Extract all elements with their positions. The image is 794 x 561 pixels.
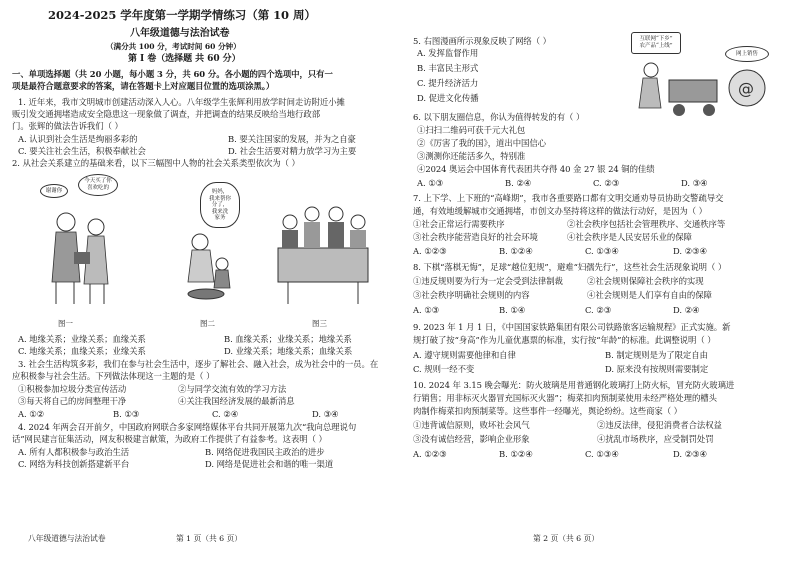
q10-item-2: ②违反法律，侵犯消费者合法权益: [597, 420, 722, 430]
q5-option-d: D. 促进文化传播: [417, 93, 479, 103]
instructions-line-2: 项是最符合题意要求的答案，请在答题卡上对应题目位置的选项涂黑。）: [12, 81, 275, 91]
q7-item-2: ②社会秩序包括社会管理秩序、交通秩序等: [567, 219, 726, 229]
q8-item-2: ②社会规则保障社会秩序的实现: [587, 276, 704, 286]
figure-2-bubble: 妈妈， 我来帮你 分了， 我来洗 家务: [200, 182, 240, 228]
footer-exam-name: 八年级道德与法治试卷: [28, 534, 106, 543]
q4-option-d: D. 网络是促进社会和谐的唯一渠道: [205, 459, 334, 469]
q7-option-d: D. ②③④: [673, 246, 707, 256]
q4-line-1: 4. 2024 年两会召开前夕，中国政府网联合多家网络媒体平台共同开展第九次“我向总理说句: [18, 422, 357, 432]
figure-1-caption: 图一: [58, 319, 73, 328]
q2-option-d: D. 业缘关系；地缘关系；血缘关系: [224, 346, 353, 356]
score-note: （满分共 100 分，考试时间 60 分钟）: [106, 42, 241, 51]
q8-item-1: ①违反规则要为行为一定会受到法律制裁: [413, 276, 563, 286]
q7-item-3: ③社会秩序能营造良好的社会环境: [413, 232, 538, 242]
q3-item-1: ①积极参加垃圾分类宣传活动: [18, 384, 127, 394]
q10-line-1: 10. 2024 年 3.15 晚会曝光：防火玻璃是用普通钢化玻璃打上防火标，冒充防火玻璃进: [413, 380, 735, 390]
page-right: [397, 0, 794, 561]
q4-option-b: B. 网络促进我国民主政治的进步: [205, 447, 325, 457]
q8-option-b: B. ①④: [499, 305, 526, 315]
figure-3-caption: 图三: [312, 319, 327, 328]
q1-option-d: D. 社会生活要对精力放学习为主要: [228, 146, 357, 156]
figure-1-illustration: [38, 172, 123, 312]
figure-2-illustration: [170, 172, 242, 312]
q2-option-a: A. 地缘关系；业缘关系；血缘关系: [18, 334, 146, 344]
q10-option-d: D. ②③④: [673, 449, 707, 459]
q6-item-2: ②《厉害了我的国》，道出中国信心: [417, 138, 547, 148]
q8-option-a: A. ①③: [413, 305, 440, 315]
q2-option-c: C. 地缘关系；血缘关系；业缘关系: [18, 346, 146, 356]
q1-line-2: 贩引发交通拥堵造成安全隐患这一现象做了调查，并把调查的结果反映给当地行政部: [12, 109, 321, 119]
q7-item-1: ①社会正常运行需要秩序: [413, 219, 505, 229]
exam-title: 2024-2025 学年度第一学期学情练习（第 10 周）: [48, 8, 316, 22]
q6-option-c: C. ②③: [593, 178, 620, 188]
instructions-line-1: 一、单项选择题（共 20 小题，每小题 3 分，共 60 分。各小题的四个选项中，只有一: [12, 69, 333, 79]
q6-item-1: ①扫扫二维码可获千元大礼包: [417, 125, 526, 135]
figure-1-bubble-gift: 今天买了你 喜欢吃的: [78, 174, 118, 196]
q7-option-c: C. ①③④: [585, 246, 619, 256]
q3-option-b: B. ①③: [113, 409, 140, 419]
q1-line-3: 门。张辉的做法告诉我们（ ）: [12, 121, 123, 131]
q10-item-3: ③没有诚信经营，影响企业形象: [413, 434, 530, 444]
q10-option-c: C. ①③④: [585, 449, 619, 459]
figure-1-bubble-thanks: 谢谢你: [40, 184, 68, 198]
q6-option-a: A. ①③: [417, 178, 444, 188]
q7-line-1: 7. 上下学、上下班的“高峰期”，我市各重要路口都有文明交通劝导员协助交警疏导交: [413, 193, 724, 203]
q4-option-a: A. 所有人都积极参与政治生活: [18, 447, 130, 457]
q9-option-a: A. 遵守规则需要他律和自律: [413, 350, 516, 360]
q8-item-4: ④社会规则是人们享有自由的保障: [587, 290, 712, 300]
q10-option-a: A. ①②③: [413, 449, 447, 459]
q3-option-d: D. ③④: [312, 409, 339, 419]
q7-item-4: ④社会秩序是人民安居乐业的保障: [567, 232, 692, 242]
q1-option-b: B. 要关注国家的发展，并为之自豪: [228, 134, 356, 144]
q6-option-d: D. ③④: [681, 178, 708, 188]
q10-item-4: ④扰乱市场秩序，应受制罚处罚: [597, 434, 714, 444]
q7-option-b: B. ①②④: [499, 246, 533, 256]
svg-text:@: @: [738, 79, 754, 98]
q5-option-b: B. 丰富民主形式: [417, 63, 479, 73]
q9-line-1: 9. 2023 年 1 月 1 日，《中国国家铁路集团有限公司铁路旅客运输规程》正式实施。新: [413, 322, 731, 332]
q8-option-c: C. ②③: [585, 305, 612, 315]
q4-line-2: 话”网民建言征集活动，网友积极建言献策，为政府工作提供了有益参考。这表明（ ）: [12, 434, 327, 444]
q3-item-3: ③每天将自己的房间整理干净: [18, 396, 127, 406]
q10-item-1: ①违背诚信原则，败坏社会风气: [413, 420, 530, 430]
q1-line-1: 1. 近年来，我市文明城市创建活动深入人心。八年级学生张辉利用放学时间走访附近小摊: [18, 97, 345, 107]
cartoon-illustration: [629, 30, 779, 126]
q6-item-4: ④2024 奥运会中国体育代表团共夺得 40 金 27 银 24 铜的佳绩: [417, 164, 655, 174]
q10-line-2: 行销售；用非标灭火器冒充国标灭火器”；梅菜扣肉预制菜使用未经严格处理的槽头: [413, 393, 717, 403]
q7-line-2: 通，有效地缓解城市交通拥堵，市创文办坚持将这样的做法行动好，是因为（ ）: [413, 206, 707, 216]
q8-line-1: 8. 下棋“落棋无悔”，足球“越位犯规”，避难“妇孺先行”，这些社会生活现象说明（ ）: [413, 262, 727, 272]
q5-option-c: C. 提升经济活力: [417, 78, 479, 88]
cartoon-bubble: 网上销售: [725, 46, 769, 62]
q3-line-2: 应积极参与社会生活。下列做法体现这一主题的是（ ）: [12, 371, 215, 381]
q5-option-a: A. 发挥监督作用: [417, 48, 479, 58]
q8-option-d: D. ②④: [673, 305, 700, 315]
q6-option-b: B. ②④: [505, 178, 532, 188]
q9-option-b: B. 制定规则是为了限定自由: [605, 350, 708, 360]
q2-line-1: 2. 从社会关系建立的基础来看，以下三幅图中人物的社会关系类型依次为（ ）: [12, 158, 300, 168]
q3-line-1: 3. 社会生活构筑多彩，我们在参与社会生活中，逐步了解社会、融入社会，成为社会中的一员。在: [18, 359, 379, 369]
q9-option-c: C. 规则一经不变: [413, 364, 475, 374]
q3-item-4: ④关注我国经济发展的最新消息: [178, 396, 295, 406]
q9-option-d: D. 原来没有按规则需要制定: [605, 364, 709, 374]
q10-line-3: 肉制作梅菜扣肉预制菜等。这些事件一经曝光，舆论纷纷。这些商家（ ）: [413, 406, 683, 416]
footer-page-number: 第 2 页（共 6 页）: [533, 534, 600, 543]
q10-option-b: B. ①②④: [499, 449, 533, 459]
q7-option-a: A. ①②③: [413, 246, 447, 256]
q3-option-c: C. ②④: [212, 409, 239, 419]
q5-line-1: 5. 右图漫画所示现象反映了网络（ ）: [413, 36, 551, 46]
q8-item-3: ③社会秩序明确社会规则的内容: [413, 290, 530, 300]
q1-option-c: C. 要关注社会生活，积极奉献社会: [18, 146, 146, 156]
q9-line-2: 规打破了按“身高”作为儿童优惠票的标准，实行按“年龄”的标准。此调整说明（ ）: [413, 335, 716, 345]
q1-option-a: A. 认识到社会生活是绚丽多彩的: [18, 134, 138, 144]
q2-option-b: B. 血缘关系；业缘关系；地缘关系: [224, 334, 352, 344]
q6-line-1: 6. 以下朋友圈信息，你认为值得转发的有（ ）: [413, 112, 585, 122]
q3-item-2: ②与同学交流有效的学习方法: [178, 384, 287, 394]
exam-subtitle: 八年级道德与法治试卷: [130, 28, 230, 39]
figure-3-illustration: [268, 200, 378, 310]
q6-item-3: ③测测你还能活多久，特别准: [417, 151, 526, 161]
cartoon-sign: 互联网“下乡” 农产品“上线”: [631, 32, 681, 54]
q4-option-c: C. 网络为科技创新搭建新平台: [18, 459, 130, 469]
footer-page-number: 第 1 页（共 6 页）: [176, 534, 243, 543]
section-title: 第 I 卷（选择题 共 60 分）: [128, 54, 241, 64]
figure-2-caption: 图二: [200, 319, 215, 328]
q3-option-a: A. ①②: [18, 409, 45, 419]
